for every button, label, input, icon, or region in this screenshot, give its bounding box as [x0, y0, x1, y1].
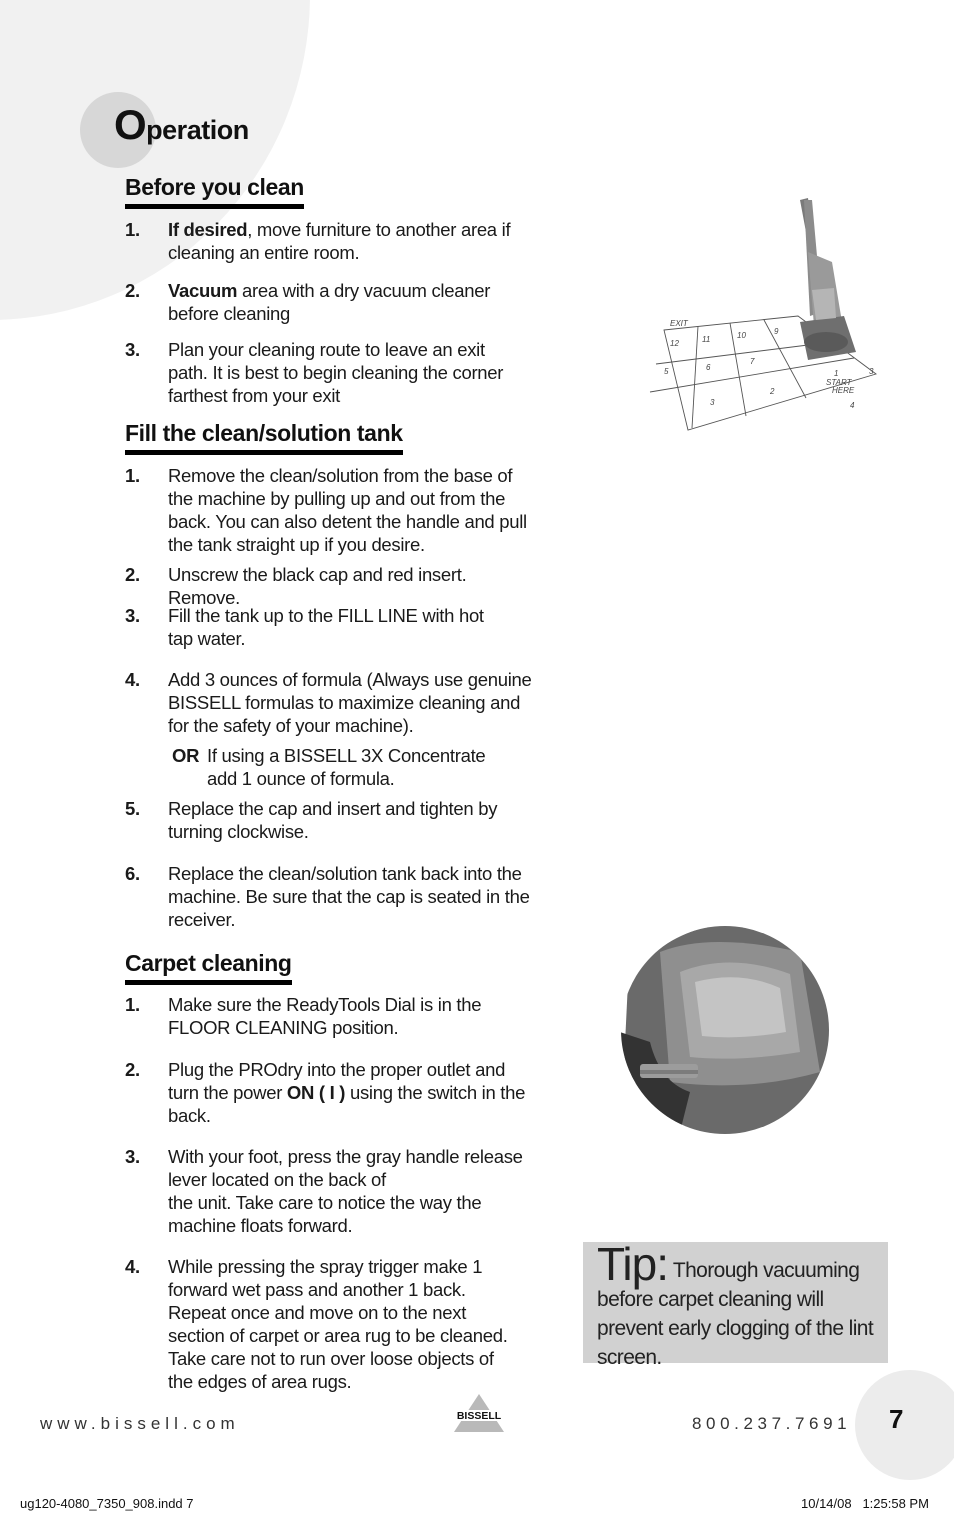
diagram-cell-label: 6 — [706, 363, 711, 372]
diagram-cell-label: 11 — [702, 335, 711, 344]
section-heading-carpet-cleaning: Carpet cleaning — [125, 950, 292, 985]
section-heading-before-you-clean: Before you clean — [125, 174, 304, 209]
tip-text: Thorough vacuuming before carpet cleaning will prevent early clogging of the lint screen. — [597, 1259, 874, 1369]
or-note: OR If using a BISSELL 3X Concentrate add 1 ounce of formula. — [172, 745, 486, 789]
diagram-cell-label: 3 — [869, 367, 874, 376]
list-item: 2. Plug the PROdry into the proper outlet and turn the power ON ( I ) using the switch in the back. — [125, 1059, 526, 1126]
diagram-exit-label: EXIT — [670, 319, 688, 328]
print-slug-timestamp: 10/14/08 1:25:58 PM — [801, 1496, 929, 1511]
diagram-cell-label: START — [826, 378, 852, 387]
footer-phone: 800.237.7691 — [692, 1414, 852, 1433]
bissell-logo — [448, 1392, 510, 1434]
print-slug-filename: ug120-4080_7350_908.indd 7 — [20, 1496, 194, 1511]
section-heading-fill-tank: Fill the clean/solution tank — [125, 420, 403, 455]
route-grid-line — [692, 326, 698, 428]
background-arc — [0, 0, 310, 320]
diagram-cell-label: 5 — [664, 367, 669, 376]
list-item: 3. With your foot, press the gray handle release lever located on the back of the unit. Take care to notice the way the machine floats forward. — [125, 1146, 523, 1236]
list-item: 2. Vacuum area with a dry vacuum cleaner before cleaning — [125, 280, 491, 324]
list-item: 6. Replace the clean/solution tank back into the machine. Be sure that the cap is seated in the receiver. — [125, 863, 530, 930]
diagram-cell-label: HERE — [832, 386, 855, 395]
list-item: 3. Plan your cleaning route to leave an exit path. It is best to begin cleaning the corner farthest from your exit — [125, 339, 504, 406]
carpet-cleaner-illustration — [800, 198, 856, 360]
diagram-cell-label: 10 — [737, 331, 746, 340]
page-number-circle — [855, 1370, 954, 1480]
list-item: 2. Unscrew the black cap and red insert. Remove. — [125, 564, 467, 608]
footer-website: www.bissell.com — [40, 1414, 240, 1433]
diagram-cell-label: 12 — [670, 339, 679, 348]
list-item: 5. Replace the cap and insert and tighten by turning clockwise. — [125, 798, 498, 842]
tip-label: Tip: — [597, 1238, 668, 1290]
diagram-cell-label: 1 — [834, 369, 839, 378]
list-item: 4. Add 3 ounces of formula (Always use genuine BISSELL formulas to maximize cleaning and for the safety of your machine). — [125, 669, 532, 736]
svg-text:BISSELL: BISSELL — [456, 1410, 502, 1422]
diagram-cell-label: 2 — [770, 387, 775, 396]
diagram-cell-label: 9 — [774, 327, 779, 336]
list-item: 1. Remove the clean/solution from the base of the machine by pulling up and out from the back. You can also detent the handle and pull the tank straight up if you desire. — [125, 465, 527, 555]
page-title: Operation — [114, 101, 249, 148]
list-item: 1. If desired, move furniture to another area if cleaning an entire room. — [125, 219, 511, 263]
list-item: 4. While pressing the spray trigger make 1 forward wet pass and another 1 back. Repeat once and move on to the next section of carpet or area rug to be cleaned. Take care not to run over loose objects of the edges of area rugs. — [125, 1256, 508, 1392]
tank-photo-illustration — [600, 912, 835, 1147]
diagram-cell-label: 7 — [750, 357, 755, 366]
diagram-cell-label: 4 — [850, 401, 855, 410]
list-item: 3. Fill the tank up to the FILL LINE with hot tap water. — [125, 605, 484, 649]
list-item: 1. Make sure the ReadyTools Dial is in the FLOOR CLEANING position. — [125, 994, 482, 1038]
page-number: 7 — [889, 1404, 904, 1434]
diagram-cell-label: 3 — [710, 398, 715, 407]
tip-box — [583, 1238, 888, 1369]
cleaning-route-diagram — [636, 192, 896, 442]
